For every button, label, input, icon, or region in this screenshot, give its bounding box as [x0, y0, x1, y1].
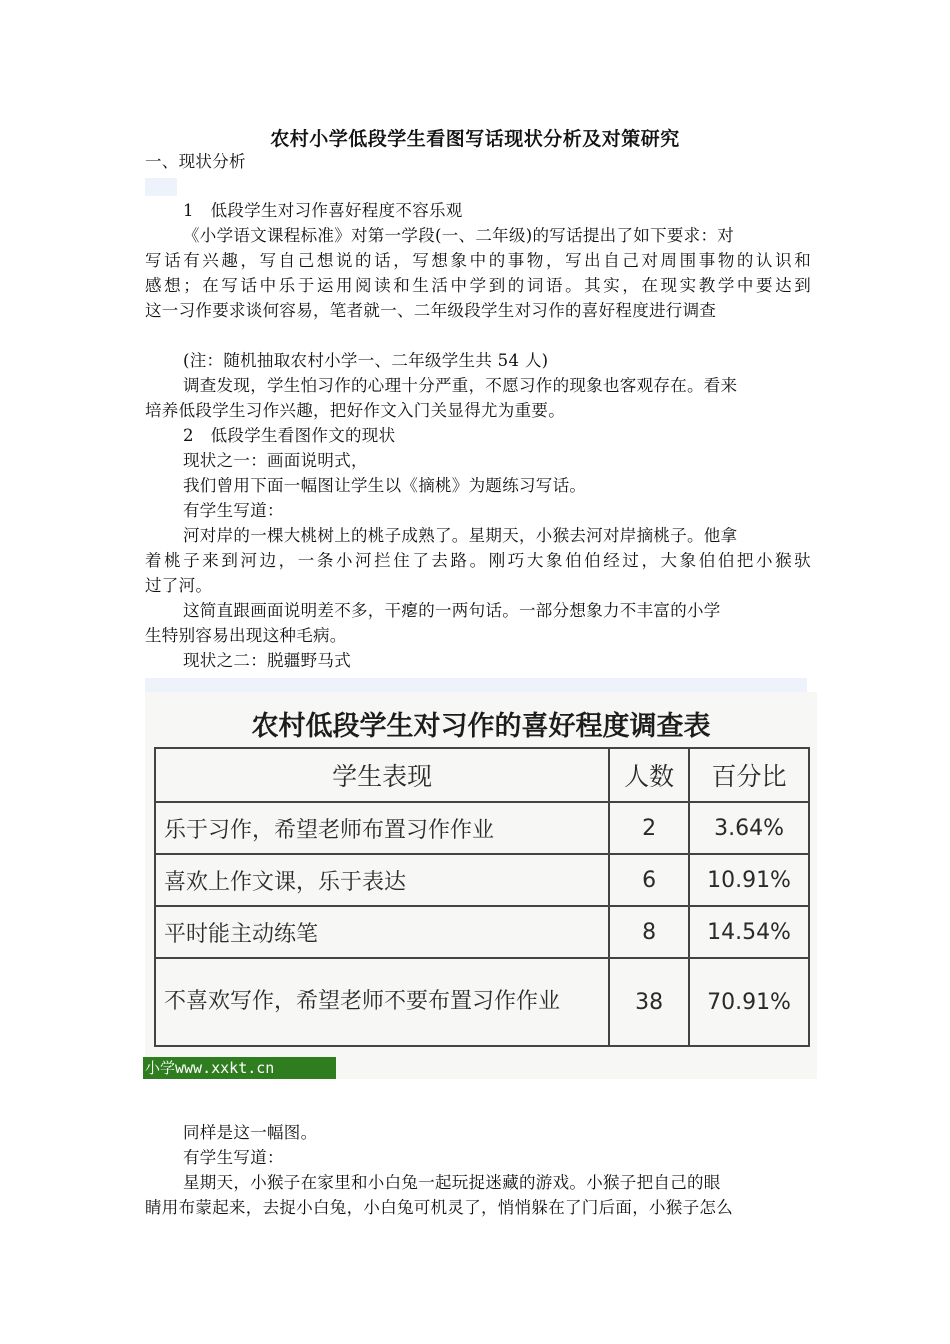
- table-row: [155, 802, 809, 854]
- paragraph-line: 这简直跟画面说明差不多，干瘪的一两句话。一部分想象力不丰富的小学: [183, 601, 721, 620]
- section-heading: 一、现状分析: [145, 152, 246, 171]
- document-title: 农村小学低段学生看图写话现状分析及对策研究: [270, 128, 680, 150]
- paragraph-line: 睛用布蒙起来，去捉小白兔，小白兔可机灵了，悄悄躲在了门后面，小猴子怎么: [145, 1198, 733, 1217]
- cell-behavior: 乐于习作，希望老师布置习作作业: [155, 802, 609, 854]
- cell-percent: 70.91%: [689, 958, 809, 1046]
- paragraph-line: 《小学语文课程标准》对第一学段(一、二年级)的写话提出了如下要求：对: [183, 226, 735, 245]
- cell-percent: 10.91%: [689, 854, 809, 906]
- cell-behavior: 不喜欢写作，希望老师不要布置习作作业: [155, 958, 609, 1046]
- paragraph-line: 星期天，小猴子在家里和小白兔一起玩捉迷藏的游戏。小猴子把自己的眼: [183, 1173, 721, 1192]
- table-row: [155, 958, 809, 1046]
- cell-count: 8: [609, 906, 689, 958]
- survey-table-image: [145, 692, 817, 1079]
- paragraph-line: 生特别容易出现这种毛病。: [145, 626, 347, 645]
- table-header-row: [155, 748, 809, 802]
- cell-percent: 14.54%: [689, 906, 809, 958]
- highlight-band: [145, 678, 807, 692]
- paragraph-line: 我们曾用下面一幅图让学生以《摘桃》为题练习写话。: [183, 476, 587, 495]
- paragraph-line: 有学生写道：: [183, 501, 284, 520]
- header-percent: 百分比: [689, 748, 809, 802]
- survey-note: (注：随机抽取农村小学一、二年级学生共 54 人): [183, 351, 549, 370]
- survey-table-title: 农村低段学生对习作的喜好程度调查表: [251, 711, 711, 742]
- cell-behavior: 平时能主动练笔: [155, 906, 609, 958]
- table-row: [155, 906, 809, 958]
- paragraph-line: 现状之二：脱疆野马式: [183, 651, 351, 670]
- cell-behavior: 喜欢上作文课，乐于表达: [155, 854, 609, 906]
- cell-count: 38: [609, 958, 689, 1046]
- paragraph-line: 写话有兴趣，写自己想说的话，写想象中的事物，写出自己对周围事物的认识和: [145, 251, 811, 270]
- paragraph-line: 培养低段学生习作兴趣，把好作文入门关显得尤为重要。: [145, 401, 565, 420]
- subsection-heading: 1 低段学生对习作喜好程度不容乐观: [183, 201, 463, 220]
- highlight-band: [145, 178, 177, 196]
- paragraph-line: 河对岸的一棵大桃树上的桃子成熟了。星期天，小猴去河对岸摘桃子。他拿: [183, 526, 738, 545]
- header-behavior: 学生表现: [155, 748, 609, 802]
- paragraph-line: 同样是这一幅图。: [183, 1123, 318, 1142]
- paragraph-line: 感想；在写话中乐于运用阅读和生活中学到的词语。其实，在现实教学中要达到: [145, 276, 811, 295]
- paragraph-line: 有学生写道：: [183, 1148, 284, 1167]
- header-count: 人数: [609, 748, 689, 802]
- watermark-logo: 小学www.xxkt.cn: [143, 1057, 336, 1079]
- cell-percent: 3.64%: [689, 802, 809, 854]
- paragraph-line: 现状之一：画面说明式，: [183, 451, 368, 470]
- survey-table: [154, 747, 810, 1047]
- cell-count: 2: [609, 802, 689, 854]
- paragraph-line: 调查发现，学生怕习作的心理十分严重，不愿习作的现象也客观存在。看来: [183, 376, 738, 395]
- paragraph-line: 过了河。: [145, 576, 213, 595]
- table-row: [155, 854, 809, 906]
- paragraph-line: 这一习作要求谈何容易，笔者就一、二年级段学生对习作的喜好程度进行调查: [145, 301, 717, 320]
- subsection-heading: 2 低段学生看图作文的现状: [183, 426, 396, 445]
- paragraph-line: 着桃子来到河边，一条小河拦住了去路。刚巧大象伯伯经过，大象伯伯把小猴驮: [145, 551, 811, 570]
- cell-count: 6: [609, 854, 689, 906]
